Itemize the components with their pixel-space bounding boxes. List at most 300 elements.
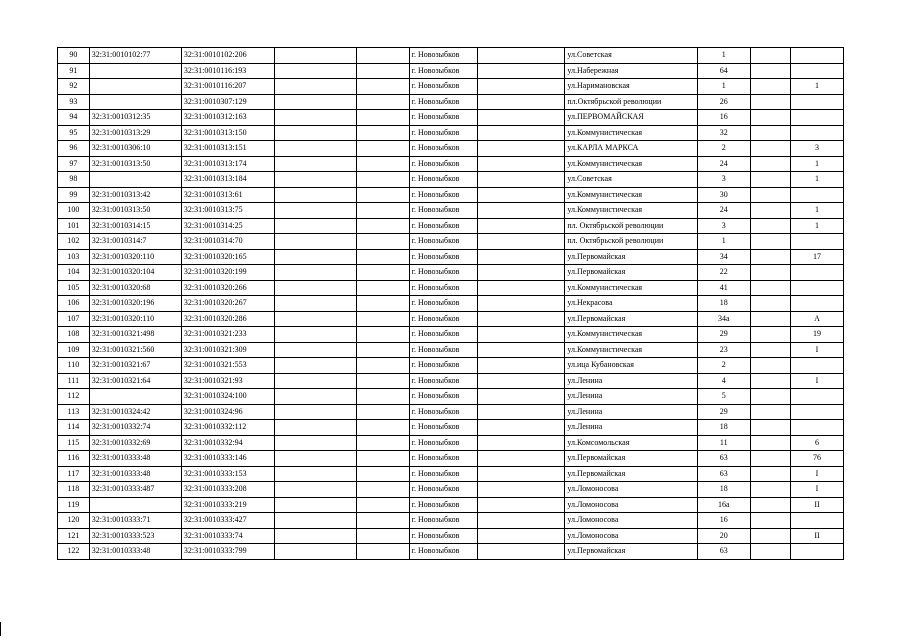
extra-cell [750,141,790,157]
apartment-cell [790,513,843,529]
city-cell: г. Новозыбков [409,342,478,358]
cadastral-number-cell: 32:31:0010333:799 [181,544,274,560]
city-cell: г. Новозыбков [409,327,478,343]
row-number-cell: 122 [58,544,90,560]
empty-cell [478,63,565,79]
empty-cell [356,234,409,250]
street-cell: ул.Ленина [565,389,697,405]
cadastral-number-cell: 32:31:0010312:163 [181,110,274,126]
empty-cell [275,420,357,436]
cadastral-number-cell: 32:31:0010324:42 [89,404,181,420]
extra-cell [750,296,790,312]
cadastral-number-cell: 32:31:0010320:267 [181,296,274,312]
empty-cell [478,544,565,560]
table-row [58,249,844,265]
empty-cell [356,249,409,265]
cadastral-number-cell [89,94,181,110]
empty-cell [478,513,565,529]
cadastral-number-cell: 32:31:0010333:427 [181,513,274,529]
empty-cell [275,79,357,95]
row-number-cell: 90 [58,48,90,64]
apartment-cell: II [790,497,843,513]
house-number-cell: 30 [697,187,750,203]
city-cell: г. Новозыбков [409,125,478,141]
cadastral-number-cell: 32:31:0010313:151 [181,141,274,157]
city-cell: г. Новозыбков [409,218,478,234]
cadastral-number-cell: 32:31:0010332:74 [89,420,181,436]
registry-table [57,47,844,560]
city-cell: г. Новозыбков [409,528,478,544]
table-row [58,311,844,327]
empty-cell [356,110,409,126]
city-cell: г. Новозыбков [409,265,478,281]
empty-cell [478,373,565,389]
empty-cell [478,358,565,374]
empty-cell [478,327,565,343]
extra-cell [750,544,790,560]
street-cell: ул.Ломоносова [565,513,697,529]
street-cell: ул.Первомайская [565,466,697,482]
house-number-cell: 2 [697,358,750,374]
cadastral-number-cell: 32:31:0010314:70 [181,234,274,250]
empty-cell [275,218,357,234]
cadastral-number-cell: 32:31:0010116:207 [181,79,274,95]
street-cell: ул.Коммунистическая [565,280,697,296]
empty-cell [356,513,409,529]
house-number-cell: 41 [697,280,750,296]
street-cell: ул.Ломоносова [565,497,697,513]
cadastral-number-cell: 32:31:0010321:67 [89,358,181,374]
city-cell: г. Новозыбков [409,389,478,405]
extra-cell [750,48,790,64]
apartment-cell: А [790,311,843,327]
cadastral-number-cell: 32:31:0010320:68 [89,280,181,296]
street-cell: пл. Октябрьской революции [565,218,697,234]
street-cell: ул.Ленина [565,420,697,436]
extra-cell [750,435,790,451]
table-row [58,528,844,544]
extra-cell [750,497,790,513]
apartment-cell: 1 [790,156,843,172]
empty-cell [478,79,565,95]
cadastral-number-cell: 32:31:0010320:196 [89,296,181,312]
empty-cell [275,48,357,64]
house-number-cell: 18 [697,420,750,436]
table-row [58,280,844,296]
empty-cell [356,218,409,234]
apartment-cell [790,234,843,250]
street-cell: ул.Ломоносова [565,482,697,498]
empty-cell [478,342,565,358]
empty-cell [478,94,565,110]
city-cell: г. Новозыбков [409,172,478,188]
city-cell: г. Новозыбков [409,79,478,95]
city-cell: г. Новозыбков [409,156,478,172]
empty-cell [478,187,565,203]
extra-cell [750,110,790,126]
extra-cell [750,466,790,482]
empty-cell [275,234,357,250]
apartment-cell: I [790,482,843,498]
row-number-cell: 95 [58,125,90,141]
registry-rows [58,48,844,560]
empty-cell [478,265,565,281]
cadastral-number-cell: 32:31:0010324:96 [181,404,274,420]
table-row [58,48,844,64]
empty-cell [356,48,409,64]
empty-cell [478,296,565,312]
street-cell: ул.Ленина [565,404,697,420]
table-row [58,342,844,358]
empty-cell [356,342,409,358]
row-number-cell: 111 [58,373,90,389]
city-cell: г. Новозыбков [409,482,478,498]
cadastral-number-cell: 32:31:0010320:110 [89,311,181,327]
cadastral-number-cell: 32:31:0010320:199 [181,265,274,281]
table-row [58,125,844,141]
extra-cell [750,218,790,234]
extra-cell [750,373,790,389]
empty-cell [478,172,565,188]
cadastral-number-cell: 32:31:0010333:487 [89,482,181,498]
cadastral-number-cell: 32:31:0010321:560 [89,342,181,358]
cadastral-number-cell: 32:31:0010306:10 [89,141,181,157]
empty-cell [275,110,357,126]
street-cell: ул.Ленина [565,373,697,389]
house-number-cell: 20 [697,528,750,544]
empty-cell [356,156,409,172]
empty-cell [356,187,409,203]
house-number-cell: 16 [697,110,750,126]
empty-cell [356,141,409,157]
cadastral-number-cell: 32:31:0010321:498 [89,327,181,343]
empty-cell [478,125,565,141]
city-cell: г. Новозыбков [409,110,478,126]
cadastral-number-cell: 32:31:0010333:74 [181,528,274,544]
empty-cell [356,311,409,327]
house-number-cell: 18 [697,296,750,312]
apartment-cell [790,404,843,420]
empty-cell [275,94,357,110]
row-number-cell: 118 [58,482,90,498]
cadastral-number-cell: 32:31:0010313:184 [181,172,274,188]
city-cell: г. Новозыбков [409,404,478,420]
house-number-cell: 22 [697,265,750,281]
table-row [58,172,844,188]
empty-cell [478,234,565,250]
row-number-cell: 97 [58,156,90,172]
cadastral-number-cell: 32:31:0010307:129 [181,94,274,110]
empty-cell [356,125,409,141]
row-number-cell: 103 [58,249,90,265]
row-number-cell: 102 [58,234,90,250]
cadastral-number-cell [89,63,181,79]
apartment-cell: 1 [790,203,843,219]
empty-cell [356,280,409,296]
street-cell: ул.ПЕРВОМАЙСКАЯ [565,110,697,126]
empty-cell [275,156,357,172]
row-number-cell: 99 [58,187,90,203]
city-cell: г. Новозыбков [409,63,478,79]
city-cell: г. Новозыбков [409,249,478,265]
empty-cell [478,249,565,265]
row-number-cell: 121 [58,528,90,544]
row-number-cell: 112 [58,389,90,405]
extra-cell [750,125,790,141]
apartment-cell: I [790,373,843,389]
city-cell: г. Новозыбков [409,296,478,312]
extra-cell [750,327,790,343]
city-cell: г. Новозыбков [409,94,478,110]
table-row [58,389,844,405]
empty-cell [356,327,409,343]
house-number-cell: 11 [697,435,750,451]
extra-cell [750,265,790,281]
empty-cell [275,373,357,389]
city-cell: г. Новозыбков [409,48,478,64]
apartment-cell [790,63,843,79]
street-cell: ул.Коммунистическая [565,125,697,141]
extra-cell [750,172,790,188]
empty-cell [275,280,357,296]
cadastral-number-cell: 32:31:0010333:48 [89,451,181,467]
street-cell: ул.Коммунистическая [565,203,697,219]
cadastral-number-cell: 32:31:0010102:206 [181,48,274,64]
house-number-cell: 64 [697,63,750,79]
empty-cell [478,141,565,157]
empty-cell [356,203,409,219]
table-row [58,373,844,389]
extra-cell [750,63,790,79]
empty-cell [356,497,409,513]
empty-cell [356,404,409,420]
cadastral-number-cell: 32:31:0010333:523 [89,528,181,544]
extra-cell [750,513,790,529]
apartment-cell [790,94,843,110]
empty-cell [356,94,409,110]
city-cell: г. Новозыбков [409,420,478,436]
empty-cell [356,389,409,405]
extra-cell [750,420,790,436]
row-number-cell: 104 [58,265,90,281]
house-number-cell: 23 [697,342,750,358]
apartment-cell [790,187,843,203]
extra-cell [750,234,790,250]
apartment-cell [790,125,843,141]
row-number-cell: 119 [58,497,90,513]
row-number-cell: 91 [58,63,90,79]
table-row [58,435,844,451]
row-number-cell: 106 [58,296,90,312]
house-number-cell: 29 [697,404,750,420]
extra-cell [750,79,790,95]
empty-cell [478,203,565,219]
apartment-cell: 3 [790,141,843,157]
apartment-cell: 1 [790,172,843,188]
cadastral-number-cell: 32:31:0010313:150 [181,125,274,141]
cadastral-number-cell: 32:31:0010313:50 [89,203,181,219]
empty-cell [275,513,357,529]
cadastral-number-cell: 32:31:0010102:77 [89,48,181,64]
apartment-cell: 1 [790,79,843,95]
empty-cell [478,420,565,436]
city-cell: г. Новозыбков [409,280,478,296]
cadastral-number-cell: 32:31:0010332:112 [181,420,274,436]
city-cell: г. Новозыбков [409,203,478,219]
house-number-cell: 16 [697,513,750,529]
empty-cell [478,156,565,172]
city-cell: г. Новозыбков [409,451,478,467]
empty-cell [478,497,565,513]
registry-sheet [57,47,844,560]
empty-cell [275,296,357,312]
apartment-cell [790,110,843,126]
cadastral-number-cell: 32:31:0010314:25 [181,218,274,234]
empty-cell [478,218,565,234]
house-number-cell: 34 [697,249,750,265]
empty-cell [275,358,357,374]
house-number-cell: 3 [697,218,750,234]
cadastral-number-cell: 32:31:0010333:208 [181,482,274,498]
cadastral-number-cell [89,389,181,405]
extra-cell [750,358,790,374]
empty-cell [356,528,409,544]
empty-cell [275,125,357,141]
city-cell: г. Новозыбков [409,311,478,327]
apartment-cell [790,280,843,296]
empty-cell [356,544,409,560]
apartment-cell: 6 [790,435,843,451]
city-cell: г. Новозыбков [409,435,478,451]
cadastral-number-cell: 32:31:0010313:75 [181,203,274,219]
city-cell: г. Новозыбков [409,234,478,250]
apartment-cell [790,296,843,312]
street-cell: ул.Первомайская [565,311,697,327]
cadastral-number-cell: 32:31:0010321:309 [181,342,274,358]
apartment-cell [790,544,843,560]
house-number-cell: 26 [697,94,750,110]
empty-cell [478,435,565,451]
extra-cell [750,156,790,172]
empty-cell [275,451,357,467]
apartment-cell: II [790,528,843,544]
empty-cell [275,203,357,219]
house-number-cell: 24 [697,203,750,219]
empty-cell [275,327,357,343]
house-number-cell: 16а [697,497,750,513]
empty-cell [275,497,357,513]
cadastral-number-cell: 32:31:0010324:100 [181,389,274,405]
empty-cell [478,482,565,498]
row-number-cell: 117 [58,466,90,482]
street-cell: ул.Набережная [565,63,697,79]
empty-cell [356,358,409,374]
extra-cell [750,94,790,110]
cadastral-number-cell: 32:31:0010333:71 [89,513,181,529]
empty-cell [275,63,357,79]
row-number-cell: 108 [58,327,90,343]
extra-cell [750,342,790,358]
extra-cell [750,451,790,467]
table-row [58,110,844,126]
street-cell: ул.Советская [565,172,697,188]
street-cell: ул.Первомайская [565,265,697,281]
cadastral-number-cell: 32:31:0010313:174 [181,156,274,172]
city-cell: г. Новозыбков [409,544,478,560]
apartment-cell: 19 [790,327,843,343]
table-row [58,156,844,172]
apartment-cell [790,358,843,374]
apartment-cell: I [790,466,843,482]
row-number-cell: 107 [58,311,90,327]
empty-cell [356,466,409,482]
cadastral-number-cell: 32:31:0010313:29 [89,125,181,141]
cadastral-number-cell: 32:31:0010320:110 [89,249,181,265]
empty-cell [478,280,565,296]
page-edge-mark [0,622,1,636]
empty-cell [478,311,565,327]
cadastral-number-cell: 32:31:0010312:35 [89,110,181,126]
table-row [58,513,844,529]
street-cell: ул.ица Кубановская [565,358,697,374]
row-number-cell: 105 [58,280,90,296]
row-number-cell: 110 [58,358,90,374]
row-number-cell: 93 [58,94,90,110]
empty-cell [275,482,357,498]
empty-cell [356,420,409,436]
street-cell: ул.Комсомольская [565,435,697,451]
empty-cell [356,296,409,312]
house-number-cell: 63 [697,451,750,467]
empty-cell [356,79,409,95]
empty-cell [275,544,357,560]
cadastral-number-cell: 32:31:0010321:553 [181,358,274,374]
empty-cell [478,528,565,544]
empty-cell [275,311,357,327]
city-cell: г. Новозыбков [409,373,478,389]
table-row [58,466,844,482]
table-row [58,358,844,374]
empty-cell [478,451,565,467]
cadastral-number-cell: 32:31:0010333:48 [89,466,181,482]
street-cell: ул.Коммунистическая [565,327,697,343]
house-number-cell: 29 [697,327,750,343]
extra-cell [750,528,790,544]
empty-cell [356,435,409,451]
cadastral-number-cell: 32:31:0010314:7 [89,234,181,250]
city-cell: г. Новозыбков [409,141,478,157]
house-number-cell: 3 [697,172,750,188]
table-row [58,451,844,467]
empty-cell [275,265,357,281]
house-number-cell: 24 [697,156,750,172]
house-number-cell: 34а [697,311,750,327]
extra-cell [750,389,790,405]
empty-cell [478,404,565,420]
cadastral-number-cell: 32:31:0010116:193 [181,63,274,79]
row-number-cell: 94 [58,110,90,126]
table-row [58,94,844,110]
extra-cell [750,482,790,498]
city-cell: г. Новозыбков [409,187,478,203]
cadastral-number-cell: 32:31:0010320:266 [181,280,274,296]
row-number-cell: 120 [58,513,90,529]
table-row [58,218,844,234]
house-number-cell: 1 [697,79,750,95]
cadastral-number-cell: 32:31:0010333:146 [181,451,274,467]
cadastral-number-cell [89,79,181,95]
empty-cell [356,373,409,389]
